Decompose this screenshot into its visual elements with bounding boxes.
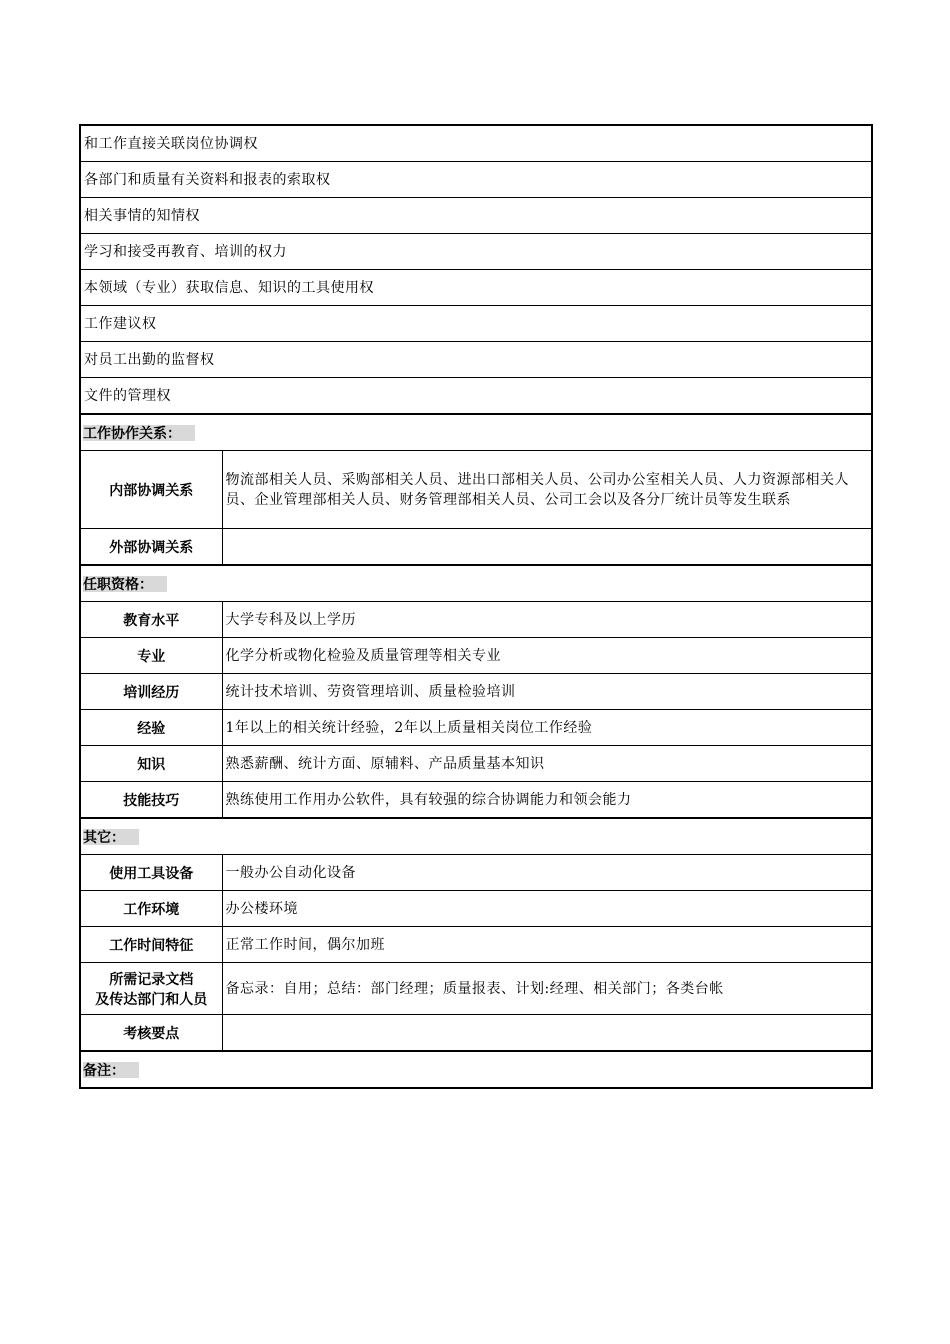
work-time-value: 正常工作时间，偶尔加班 bbox=[222, 927, 872, 963]
notes-heading bbox=[80, 1051, 872, 1088]
external-coordination-value bbox=[222, 529, 872, 566]
section-header-row bbox=[80, 1051, 872, 1088]
assessment-label: 考核要点 bbox=[80, 1015, 222, 1052]
qualification-value: 熟悉薪酬、统计方面、原辅料、产品质量基本知识 bbox=[222, 746, 872, 782]
qualification-value: 化学分析或物化检验及质量管理等相关专业 bbox=[222, 638, 872, 674]
internal-coordination-value: 物流部相关人员、采购部相关人员、进出口部相关人员、公司办公室相关人员、人力资源部相关人员、企业管理部相关人员、财务管理部相关人员、公司工会以及各分厂统计员等发生联系 bbox=[222, 451, 872, 529]
records-value: 备忘录：自用；总结：部门经理；质量报表、计划:经理、相关部门；各类台帐 bbox=[222, 963, 872, 1015]
section-header-row bbox=[80, 414, 872, 451]
right-item: 工作建议权 bbox=[80, 306, 872, 342]
rights-row bbox=[80, 198, 872, 234]
qualification-row bbox=[80, 674, 872, 710]
assessment-row bbox=[80, 1015, 872, 1052]
section-header-row bbox=[80, 565, 872, 602]
rights-row bbox=[80, 125, 872, 162]
work-time-row bbox=[80, 927, 872, 963]
right-item: 对员工出勤的监督权 bbox=[80, 342, 872, 378]
qualification-value: 1年以上的相关统计经验，2年以上质量相关岗位工作经验 bbox=[222, 710, 872, 746]
cooperation-heading-text: 工作协作关系： bbox=[83, 425, 195, 441]
rights-row bbox=[80, 306, 872, 342]
right-item: 相关事情的知情权 bbox=[80, 198, 872, 234]
external-coordination-row bbox=[80, 529, 872, 566]
qualification-row bbox=[80, 710, 872, 746]
right-item: 学习和接受再教育、培训的权力 bbox=[80, 234, 872, 270]
right-item: 文件的管理权 bbox=[80, 378, 872, 415]
internal-coordination-label: 内部协调关系 bbox=[80, 451, 222, 529]
environment-row bbox=[80, 891, 872, 927]
qualification-row bbox=[80, 746, 872, 782]
assessment-value bbox=[222, 1015, 872, 1052]
cooperation-heading bbox=[80, 414, 872, 451]
section-header-row bbox=[80, 818, 872, 855]
right-item: 本领域（专业）获取信息、知识的工具使用权 bbox=[80, 270, 872, 306]
qualification-value: 大学专科及以上学历 bbox=[222, 602, 872, 638]
qualification-label: 培训经历 bbox=[80, 674, 222, 710]
tools-label: 使用工具设备 bbox=[80, 855, 222, 891]
right-item: 各部门和质量有关资料和报表的索取权 bbox=[80, 162, 872, 198]
external-coordination-label: 外部协调关系 bbox=[80, 529, 222, 566]
qualification-row bbox=[80, 782, 872, 819]
qualification-label: 经验 bbox=[80, 710, 222, 746]
records-label-line2: 及传达部门和人员 bbox=[95, 990, 208, 1007]
other-heading-text: 其它： bbox=[83, 829, 139, 845]
environment-label: 工作环境 bbox=[80, 891, 222, 927]
tools-row bbox=[80, 855, 872, 891]
qualification-label: 技能技巧 bbox=[80, 782, 222, 819]
qualification-label: 专业 bbox=[80, 638, 222, 674]
rights-row bbox=[80, 162, 872, 198]
notes-heading-text: 备注： bbox=[83, 1062, 139, 1078]
rights-row bbox=[80, 270, 872, 306]
right-item: 和工作直接关联岗位协调权 bbox=[80, 125, 872, 162]
qualification-label: 教育水平 bbox=[80, 602, 222, 638]
rights-row bbox=[80, 342, 872, 378]
tools-value: 一般办公自动化设备 bbox=[222, 855, 872, 891]
internal-coordination-row bbox=[80, 451, 872, 529]
rights-row bbox=[80, 378, 872, 415]
records-label-line1: 所需记录文档 bbox=[109, 970, 194, 987]
other-heading bbox=[80, 818, 872, 855]
work-time-label: 工作时间特征 bbox=[80, 927, 222, 963]
qualifications-heading bbox=[80, 565, 872, 602]
rights-row bbox=[80, 234, 872, 270]
records-row bbox=[80, 963, 872, 1015]
qualification-value: 熟练使用工作用办公软件，具有较强的综合协调能力和领会能力 bbox=[222, 782, 872, 819]
qualification-label: 知识 bbox=[80, 746, 222, 782]
environment-value: 办公楼环境 bbox=[222, 891, 872, 927]
qualification-row bbox=[80, 602, 872, 638]
records-label bbox=[80, 963, 222, 1015]
qualification-row bbox=[80, 638, 872, 674]
job-description-table bbox=[79, 124, 873, 1089]
qualification-value: 统计技术培训、劳资管理培训、质量检验培训 bbox=[222, 674, 872, 710]
qualifications-heading-text: 任职资格： bbox=[83, 576, 167, 592]
